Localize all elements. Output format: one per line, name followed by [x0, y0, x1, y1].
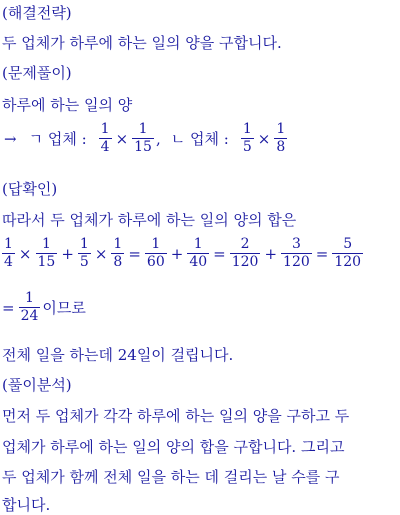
fraction: $\frac{2}{120}$: [231, 236, 259, 270]
arrow-icon: →: [4, 129, 17, 148]
equals-sign: =: [315, 244, 329, 263]
times-sign: ×: [257, 129, 271, 148]
fraction: $\frac{1}{8}$: [113, 236, 123, 270]
check-section-title: (답확인): [2, 180, 58, 198]
conclusion-text: 전체 일을 하는데 24일이 걸립니다.: [2, 346, 234, 364]
fraction: $\frac{1}{5}$: [79, 236, 89, 270]
check-text: 따라서 두 업체가 하루에 하는 일의 양의 합은: [2, 211, 297, 229]
equals-sign: =: [2, 298, 15, 317]
plus-sign: +: [264, 244, 278, 263]
result-suffix: 이므로: [42, 299, 86, 317]
rate-line: [2, 121, 289, 156]
analysis-line: 두 업체가 함께 전체 일을 하는 데 걸리는 날 수를 구: [2, 468, 340, 486]
fraction: $\frac{1}{4}$: [100, 121, 110, 155]
solution-section-title: (해결전략): [2, 4, 72, 22]
analysis-line: 먼저 두 업체가 각각 하루에 하는 일의 양을 구하고 두: [2, 407, 350, 425]
fraction: $\frac{5}{120}$: [334, 236, 362, 270]
times-sign: ×: [94, 244, 108, 263]
fraction: $\frac{1}{5}$: [242, 121, 252, 155]
fraction: $\frac{1}{60}$: [146, 236, 165, 270]
problem-text: 하루에 하는 일의 양: [2, 96, 133, 114]
fraction: $\frac{1}{24}$: [20, 290, 39, 324]
times-sign: ×: [115, 129, 129, 148]
fraction: $\frac{3}{120}$: [283, 236, 310, 270]
fraction: $\frac{1}{15}$: [134, 121, 152, 155]
plus-sign: +: [170, 244, 184, 263]
analysis-section-title: (풀이분석): [2, 376, 72, 394]
equals-sign: =: [128, 244, 141, 263]
fraction: $\frac{1}{8}$: [276, 121, 286, 155]
sum-equation: [0, 236, 365, 271]
problem-section-title: (문제풀이): [2, 64, 72, 82]
analysis-line: 업체가 하루에 하는 일의 양의 합을 구합니다. 그리고: [2, 438, 345, 456]
fraction: $\frac{1}{4}$: [4, 236, 13, 270]
plus-sign: +: [61, 244, 74, 263]
company-b-label: ㄴ 업체 :: [170, 130, 229, 148]
analysis-line: 합니다.: [2, 496, 51, 514]
comma: ,: [155, 129, 161, 148]
times-sign: ×: [18, 244, 32, 263]
company-a-label: ㄱ 업체 :: [28, 130, 87, 148]
fraction: $\frac{1}{40}$: [189, 236, 208, 270]
fraction: $\frac{1}{15}$: [37, 236, 56, 270]
equals-sign: =: [213, 244, 226, 263]
solution-text: 두 업체가 하루에 하는 일의 양을 구합니다.: [2, 34, 282, 52]
result-equation: [0, 290, 86, 325]
